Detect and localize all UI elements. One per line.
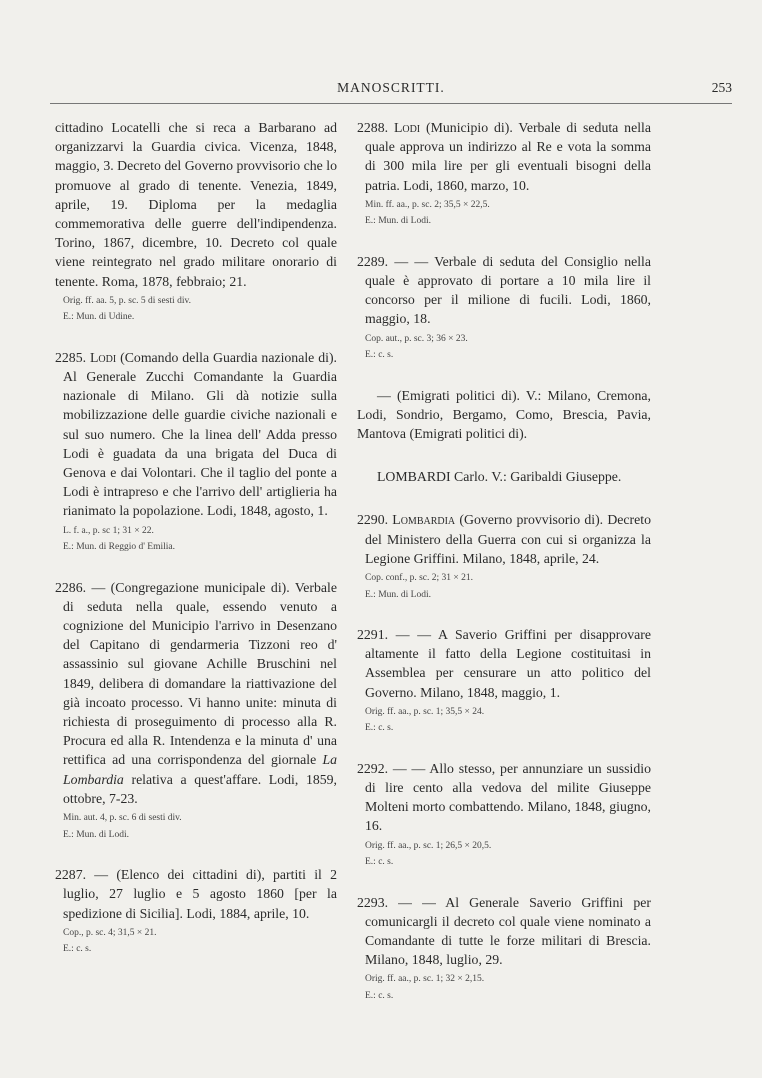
- entry-body: [357, 510, 651, 568]
- entry-meta-description: L. f. a., p. sc 1; 31 × 22.: [63, 525, 154, 536]
- entry-2293: [357, 893, 651, 1003]
- page-number: 253: [711, 80, 732, 95]
- entry-meta-owner: E.: Mun. di Lodi.: [365, 589, 431, 600]
- entry-meta-description: Orig. ff. aa., p. sc. 1; 35,5 × 24.: [365, 706, 485, 717]
- cross-reference-lombardi: [357, 467, 651, 486]
- entry-heading-name: Lodi: [393, 120, 421, 135]
- entry-body: [357, 893, 651, 970]
- entry-2290: [357, 510, 651, 601]
- entry-body: [357, 252, 651, 329]
- entry-text: — (Elenco dei cittadini di), partiti il 2 luglio, 27 luglio e 5 agosto 1860 [per la spedizione di Sicilia]. Lodi, 1884, aprile, 10.: [63, 867, 338, 921]
- entry-meta-description: Min. aut. 4, p. sc. 6 di sesti div.: [63, 813, 182, 824]
- entry-text: (Governo provvisorio di). Decreto del Ministero della Guerra con cui si organizza la Legione Griffini. Milano, 1848, aprile, 24.: [365, 512, 652, 566]
- cross-reference-text: LOMBARDI Carlo. V.: Garibaldi Giuseppe.: [377, 469, 622, 485]
- entry-number: 2289.: [357, 253, 389, 269]
- entry-body: [357, 759, 651, 836]
- entry-number: 2292.: [357, 760, 389, 776]
- entry-2286: [55, 578, 337, 841]
- entry-text: — — Al Generale Saverio Griffini per comunicargli il decreto col quale viene nominato a Comandante di tutte le forze militari di Brescia. Milano, 1848, luglio, 29.: [365, 894, 651, 968]
- entry-body: [55, 865, 337, 923]
- entry-meta-description: Orig. ff. aa., p. sc. 1; 26,5 × 20,5.: [365, 840, 492, 851]
- entry-text: — — A Saverio Griffini per disapprovare altamente il fatto della Legione costituitasi in Assemblea per censurare un atto politico del Governo. Milano, 1848, maggio, 1.: [365, 627, 651, 700]
- entry-meta-owner: E.: Mun. di Udine.: [63, 312, 135, 323]
- entry-number: 2285.: [55, 349, 87, 365]
- right-column: [357, 118, 651, 1026]
- entry-2291: [357, 625, 651, 735]
- entry-text: (Municipio di). Verbale di seduta nella quale approva un indirizzo al Re e vota la somma di 300 mila lire per gli eventuali bisogni della patria. Lodi, 1860, marzo, 10.: [365, 120, 651, 193]
- entry-number: 2290.: [357, 512, 389, 528]
- entry-meta-description: Cop. conf., p. sc. 2; 31 × 21.: [365, 573, 474, 584]
- left-column: [55, 118, 337, 980]
- cross-reference-emigrati: [357, 386, 651, 444]
- entry-meta-owner: E.: c. s.: [365, 990, 394, 1001]
- entry-body: [55, 348, 337, 521]
- entry-text: cittadino Locatelli che si reca a Barbarano ad organizzarvi la Guardia civica. Vicenza, 1848, maggio, 3. Decreto del Governo provvisorio che lo promuove al grado di tenente. Venezia, 1849, aprile, 19. Diploma per la medaglia commemorativa delle guerre dell'indipendenza. Torino, 1867, dicembre, 10. Decreto col quale viene reintegrato nel grado militare onorario di tenente. Roma, 1878, febbraio; 21.: [55, 120, 337, 289]
- entry-meta-owner: E.: c. s.: [63, 944, 92, 955]
- entry-meta-description: Min. ff. aa., p. sc. 2; 35,5 × 22,5.: [365, 199, 490, 210]
- entry-meta-owner: E.: Mun. di Lodi.: [365, 216, 431, 227]
- entry-meta-owner: E.: c. s.: [365, 350, 394, 361]
- entry-number: 2288.: [357, 120, 389, 135]
- entry-continuation: [55, 118, 337, 324]
- entry-text: (Comando della Guardia nazionale di). Al Generale Zucchi Comandante la Guardia nazionale di Milano. Gli dà notizie sulla mobilizzazione delle guardie civiche nazionali e sul suo numero. Che la linea dell' Adda presso Lodi è guadata da una brigata del Duca di Genova e dai Volontari. Che il taglio del ponte a Lodi è intrapreso e che l'arrivo dell' artiglieria ha rianimato la popolazione. Lodi, 1848, agosto, 1.: [63, 349, 337, 519]
- entry-text-end: relativa a quest'affare. Lodi, 1859, ottobre, 7-23.: [63, 771, 337, 806]
- entry-meta-description: Orig. ff. aa. 5, p. sc. 5 di sesti div.: [63, 295, 191, 306]
- entry-meta-owner: E.: c. s.: [365, 857, 394, 868]
- entry-2287: [55, 865, 337, 956]
- header-rule: [50, 103, 732, 104]
- entry-meta-owner: E.: c. s.: [365, 723, 394, 734]
- entry-meta-description: Cop., p. sc. 4; 31,5 × 21.: [63, 927, 157, 938]
- entry-number: 2286.: [55, 579, 87, 595]
- entry-2289: [357, 252, 651, 362]
- entry-2285: [55, 348, 337, 554]
- entry-body: [357, 625, 651, 702]
- entry-text: — — Allo stesso, per annunziare un sussidio di lire cento alla vedova del milite Giuseppe Molteni morto combattendo. Milano, 1848, giugno, 16.: [365, 760, 651, 834]
- entry-heading-name: Lodi: [89, 349, 117, 365]
- entry-heading-name: Lombardia: [392, 512, 456, 528]
- entry-meta-description: Cop. aut., p. sc. 3; 36 × 23.: [365, 333, 468, 344]
- cross-reference-text: — (Emigrati politici di). V.: Milano, Cremona, Lodi, Sondrio, Bergamo, Como, Brescia, Pavia, Mantova (Emigrati politici di).: [357, 387, 651, 442]
- running-title: MANOSCRITTI.: [337, 80, 445, 95]
- page-header: [50, 80, 732, 100]
- entry-number: 2293.: [357, 894, 389, 910]
- entry-2288: [357, 118, 651, 228]
- entry-number: 2287.: [55, 867, 87, 883]
- entry-number: 2291.: [357, 627, 389, 643]
- entry-meta-owner: E.: Mun. di Lodi.: [63, 829, 129, 840]
- entry-body: [357, 118, 651, 195]
- entry-text: — — Verbale di seduta del Consiglio nella quale è approvato di portare a 10 mila lire il concorso per il milione di fucili. Lodi, 1860, maggio, 18.: [365, 253, 652, 327]
- entry-meta-owner: E.: Mun. di Reggio d' Emilia.: [63, 542, 176, 553]
- entry-body: [55, 578, 337, 808]
- journal-title: La Lombardia: [63, 752, 338, 787]
- entry-2292: [357, 759, 651, 869]
- entry-text: — (Congregazione municipale di). Verbale di seduta nella quale, essendo venuto a cognizione del Municipio l'arrivo in Desenzano del Capitano di gendarmeria Tizzoni reo d' assassinio sul giovane Achille Bruschini nel 1849, delibera di domandare la riattivazione del già incoato processo. Vi hanno unite: minuta di richiesta di proseguimento di processo alla R. Procura ed alla R. Intendenza e la minuta d' una rettifica ad una corrispondenza del giornale: [63, 579, 337, 768]
- entry-meta-description: Orig. ff. aa., p. sc. 1; 32 × 2,15.: [365, 974, 485, 985]
